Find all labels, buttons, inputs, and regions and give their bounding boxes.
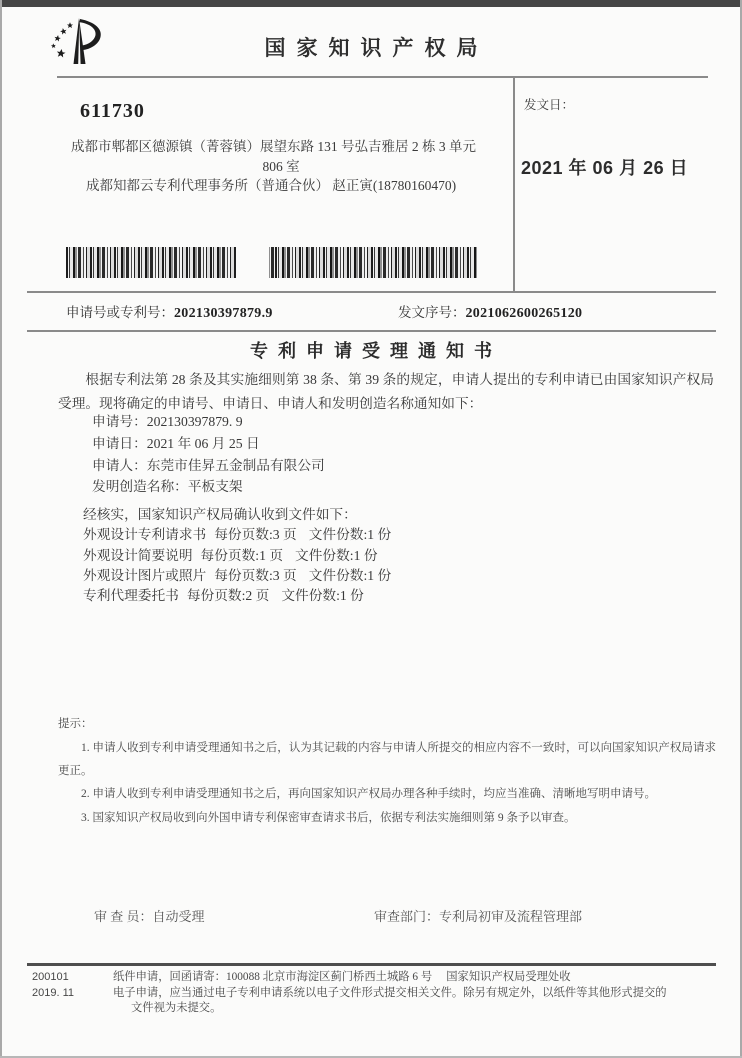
rule-above-number-row [27, 291, 716, 293]
scan-left-border [0, 0, 2, 1058]
footer-code-1: 200101 [32, 971, 69, 983]
document-name: 外观设计专利请求书 [83, 527, 207, 543]
document-copies: 文件份数:1 份 [295, 547, 378, 563]
footer-form-codes [32, 970, 74, 1001]
field-value: 平板支架 [187, 479, 243, 495]
serial-number-value: 2021062600265120 [465, 306, 583, 321]
application-number-row [66, 301, 273, 322]
document-copies: 文件份数:1 份 [308, 527, 392, 543]
application-number-value: 202130397879.9 [174, 306, 273, 321]
confirmation-line: 经核实，国家知识产权局确认收到文件如下： [83, 507, 357, 522]
document-name: 外观设计图片或照片 [83, 567, 207, 583]
field-filing-date [92, 433, 325, 455]
department-value: 专利局初审及流程管理部 [439, 909, 583, 924]
field-label: 申请人： [92, 457, 147, 473]
document-item [83, 586, 391, 606]
document-item [83, 546, 391, 566]
examiner-row [94, 906, 205, 925]
document-pages: 每份页数:2 页 [186, 588, 270, 604]
document-pages: 每份页数:3 页 [214, 567, 297, 583]
footer-line-3: 文件视为未提交。 [131, 1002, 222, 1014]
postal-code: 611730 [80, 100, 145, 122]
footer-line-1: 纸件申请，回函请寄：100088 北京市海淀区蓟门桥西土城路 6 号 国家知识产权局受理处收 [113, 971, 571, 983]
tips-heading: 提示： [58, 718, 93, 730]
tip-item-1: 1. 申请人收到专利申请受理通知书之后，认为其记载的内容与申请人所提交的相应内容不一致时，可以向国家知识产权局请求更正。 [58, 742, 716, 777]
intro-paragraph: 根据专利法第 28 条及其实施细则第 38 条、第 39 条的规定，申请人提出的专利申请已由国家知识产权局受理。现将确定的申请号、申请日、申请人和发明创造名称通知如下： [58, 372, 714, 411]
field-invention-title [92, 476, 325, 498]
department-label: 审查部门： [374, 909, 440, 924]
address-line-1: 成都市郫都区德源镇（菁蓉镇）展望东路 131 号弘吉雅居 2 栋 3 单元 [71, 139, 476, 154]
rule-above-title [27, 330, 716, 332]
field-label: 申请号： [92, 414, 147, 429]
examiner-label: 审 查 员： [94, 909, 153, 924]
serial-number-row [398, 301, 582, 322]
scan-top-border [0, 0, 742, 7]
tip-item-3: 3. 国家知识产权局收到向外国申请专利保密审查请求书后，依据专利法实施细则第 9 条予以审查。 [81, 812, 576, 824]
footer-line-2: 电子申请，应当通过电子专利申请系统以电子文件形式提交相关文件。除另有规定外，以纸件等其他形式提交的 [113, 986, 667, 999]
document-item [83, 525, 391, 545]
agency-title: 国家知识产权局 [264, 37, 489, 60]
barcode-right [269, 247, 477, 278]
document-name: 专利代理委托书 [83, 588, 179, 604]
document-copies: 文件份数:1 份 [308, 567, 392, 583]
issue-date-label: 发文日： [524, 98, 575, 112]
field-value: 东莞市佳昇五金制品有限公司 [146, 457, 325, 473]
footer-code-2: 2019. 11 [32, 986, 75, 999]
address-line-2: 806 室 [262, 159, 300, 174]
field-value: 202130397879. 9 [146, 414, 243, 429]
document-pages: 每份页数:1 页 [200, 547, 284, 563]
document-copies: 文件份数:1 份 [281, 588, 364, 604]
tip-item-2: 2. 申请人收到专利申请受理通知书之后，再向国家知识产权局办理各种手续时，均应当准确、清晰地写明申请号。 [81, 788, 656, 800]
recipient-line: 成都知都云专利代理事务所（普通合伙） 赵正寅(18780160470) [86, 178, 457, 193]
field-label: 申请日： [92, 435, 147, 451]
application-fields [92, 411, 325, 498]
issue-date-value: 2021 年 06 月 26 日 [521, 158, 689, 178]
department-row [374, 906, 582, 925]
field-applicant [92, 455, 325, 477]
barcode-left [66, 247, 236, 278]
date-box-divider [513, 76, 515, 293]
serial-number-label: 发文序号： [398, 305, 466, 320]
application-number-label: 申请号或专利号： [66, 305, 174, 320]
document-pages: 每份页数:3 页 [214, 527, 297, 543]
footer-instructions [113, 970, 719, 1017]
document-item [83, 566, 391, 586]
examiner-value: 自动受理 [152, 909, 205, 924]
field-application-number [92, 411, 325, 433]
received-documents [83, 505, 391, 606]
notice-title: 专利申请受理通知书 [250, 341, 502, 361]
footer-rule [27, 963, 716, 966]
header-rule [57, 76, 708, 78]
field-label: 发明创造名称： [92, 479, 188, 495]
document-name: 外观设计简要说明 [83, 547, 193, 563]
field-value: 2021 年 06 月 25 日 [146, 435, 260, 451]
